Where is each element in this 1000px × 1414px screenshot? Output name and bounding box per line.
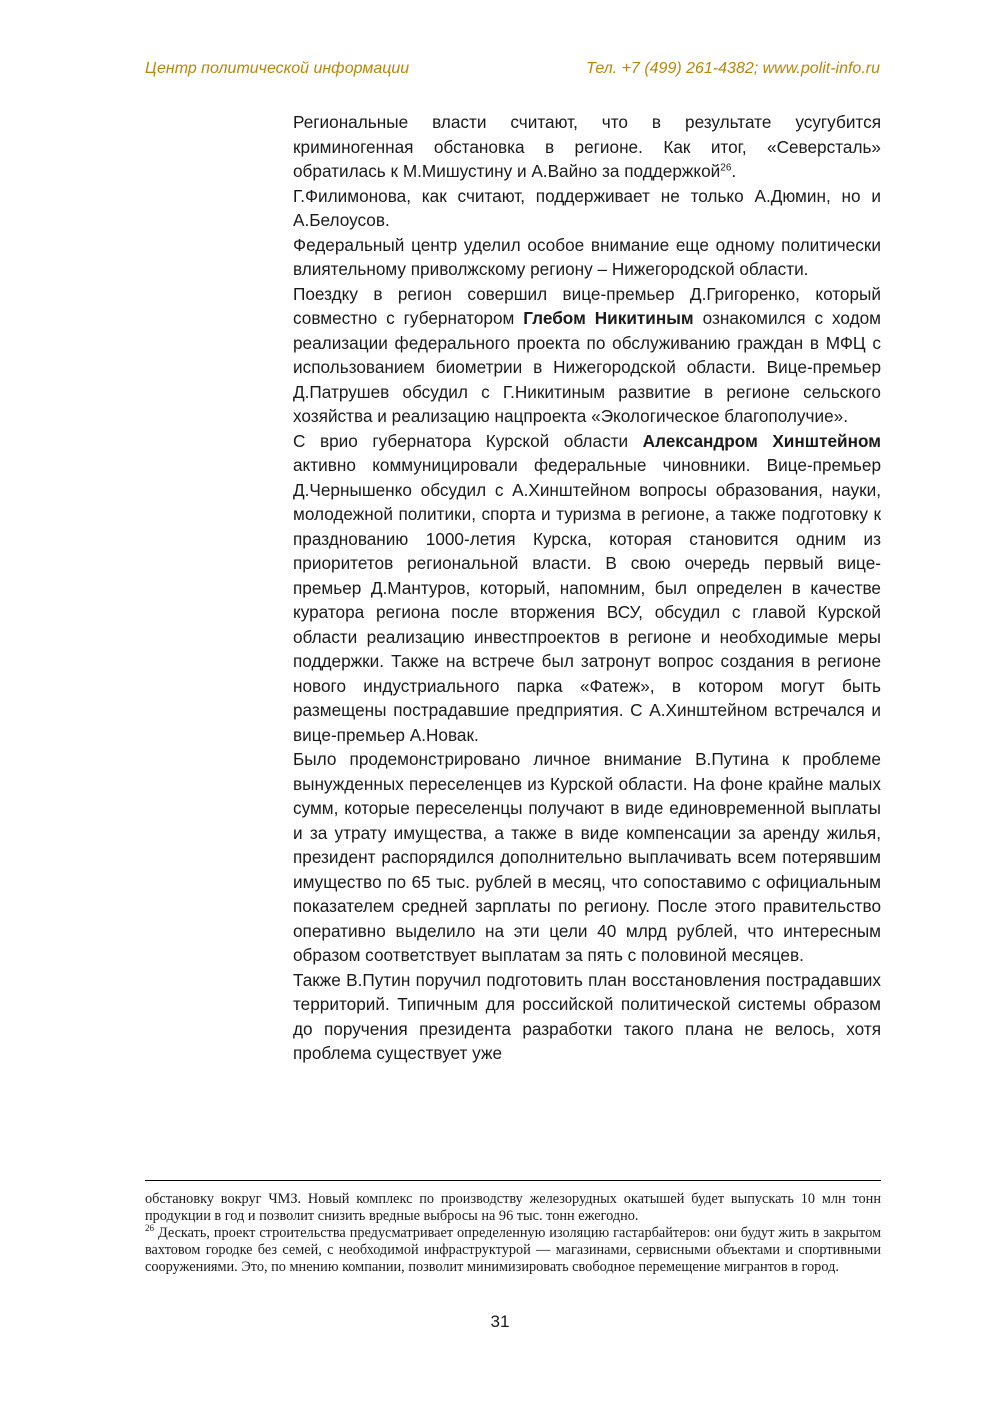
paragraph: Г.Филимонова, как считают, поддерживает не только А.Дюмин, но и А.Белоусов. [293,185,881,230]
footnote-number: 26 [145,1223,154,1234]
paragraph-text: С врио губернатора Курской области [293,430,643,451]
header-organization: Центр политической информации [145,60,410,77]
paragraph: Федеральный центр уделил особое внимание еще одному политически влиятельному приволжскому региону – Нижегородской области. [293,234,881,279]
paragraph-text: Региональные власти считают, что в результате усугубится криминогенная обстановка в регионе. Как итог, «Северсталь» обратилась к М.Мишустину и А.Вайно за поддержкой [293,112,881,181]
paragraph-text: Поездку в регион совершил вице-премьер Д.Григоренко, который совместно с губернатором [293,283,881,328]
page-number: 31 [490,1312,510,1331]
paragraph: Также В.Путин поручил подготовить план восстановления пострадавших территорий. Типичным для российской политической системы образом до поручения президента разработки такого плана не велось, хотя проблема существует уже [293,969,881,1063]
bold-name: Александром Хинштейном [642,430,881,451]
paragraph [293,429,881,748]
paragraph [293,282,881,429]
footnote-continued: обстановку вокруг ЧМЗ. Новый комплекс по производству железорудных окатышей будет выпускать 10 млн тонн продукции в год и позволит снизить вредные выбросы на 96 тыс. тонн ежегодно. [145,1191,881,1224]
main-text [293,110,881,1066]
footnote-ref[interactable]: 26 [720,162,732,174]
paragraph-text: ознакомился с ходом реализации федерального проекта по обслуживанию граждан в МФЦ с использованием биометрии в Нижегородской области. Вице-премьер Д.Патрушев обсудил с Г.Никитиным развитие в регионе сельского хозяйства и реализацию нацпроекта «Экологическое благополучие». [293,308,881,426]
header-contacts: Тел. +7 (499) 261-4382; www.polit-info.ru [586,60,880,77]
paragraph-text: активно коммуницировали федеральные чиновники. Вице-премьер Д.Чернышенко обсудил с А.Хинштейном вопросы образования, науки, молодежной политики, спорта и туризма в регионе, а также подготовку к празднованию 1000-летия Курска, которая становится одним из приоритетов региональной власти. В свою очередь первый вице-премьер Д.Мантуров, который, напомним, был определен в качестве куратора региона после вторжения ВСУ, обсудил с главой Курской области реализацию инвестпроектов в регионе и необходимые меры поддержки. Также на встрече был затронут вопрос создания в регионе нового индустриального парка «Фатеж», в котором могут быть размещены пострадавшие предприятия. С А.Хинштейном встречался и вице-премьер А.Новак. [293,455,881,745]
footnote-text: Дескать, проект строительства предусматривает определенную изоляцию гастарбайтеров: они будут жить в закрытом вахтовом городке без семей, с необходимой инфраструктурой — магазинами, сервисными объектами и спортивными сооружениями. Это, по мнению компании, позволит минимизировать свободное перемещение мигрантов в город. [145,1225,881,1275]
footnote-separator [145,1180,881,1181]
footnotes [145,1191,881,1276]
bold-name: Глебом Никитиным [523,308,694,328]
page-header [145,60,880,78]
paragraph: Было продемонстрировано личное внимание В.Путина к проблеме вынужденных переселенцев из Курской области. На фоне крайне малых сумм, которые переселенцы получают в виде единовременной выплаты и за утрату имущества, а также в виде компенсации за аренду жилья, президент распорядился дополнительно выплачивать всем потерявшим имущество по 65 тыс. рублей в месяц, что сопоставимо с официальным показателем средней зарплаты по региону. После этого правительство оперативно выделило на эти цели 40 млрд рублей, что интересным образом соответствует выплатам за пять с половиной месяцев. [293,749,881,965]
footnote-26 [145,1225,881,1276]
paragraph-end: . [731,161,737,181]
paragraph [293,110,881,184]
